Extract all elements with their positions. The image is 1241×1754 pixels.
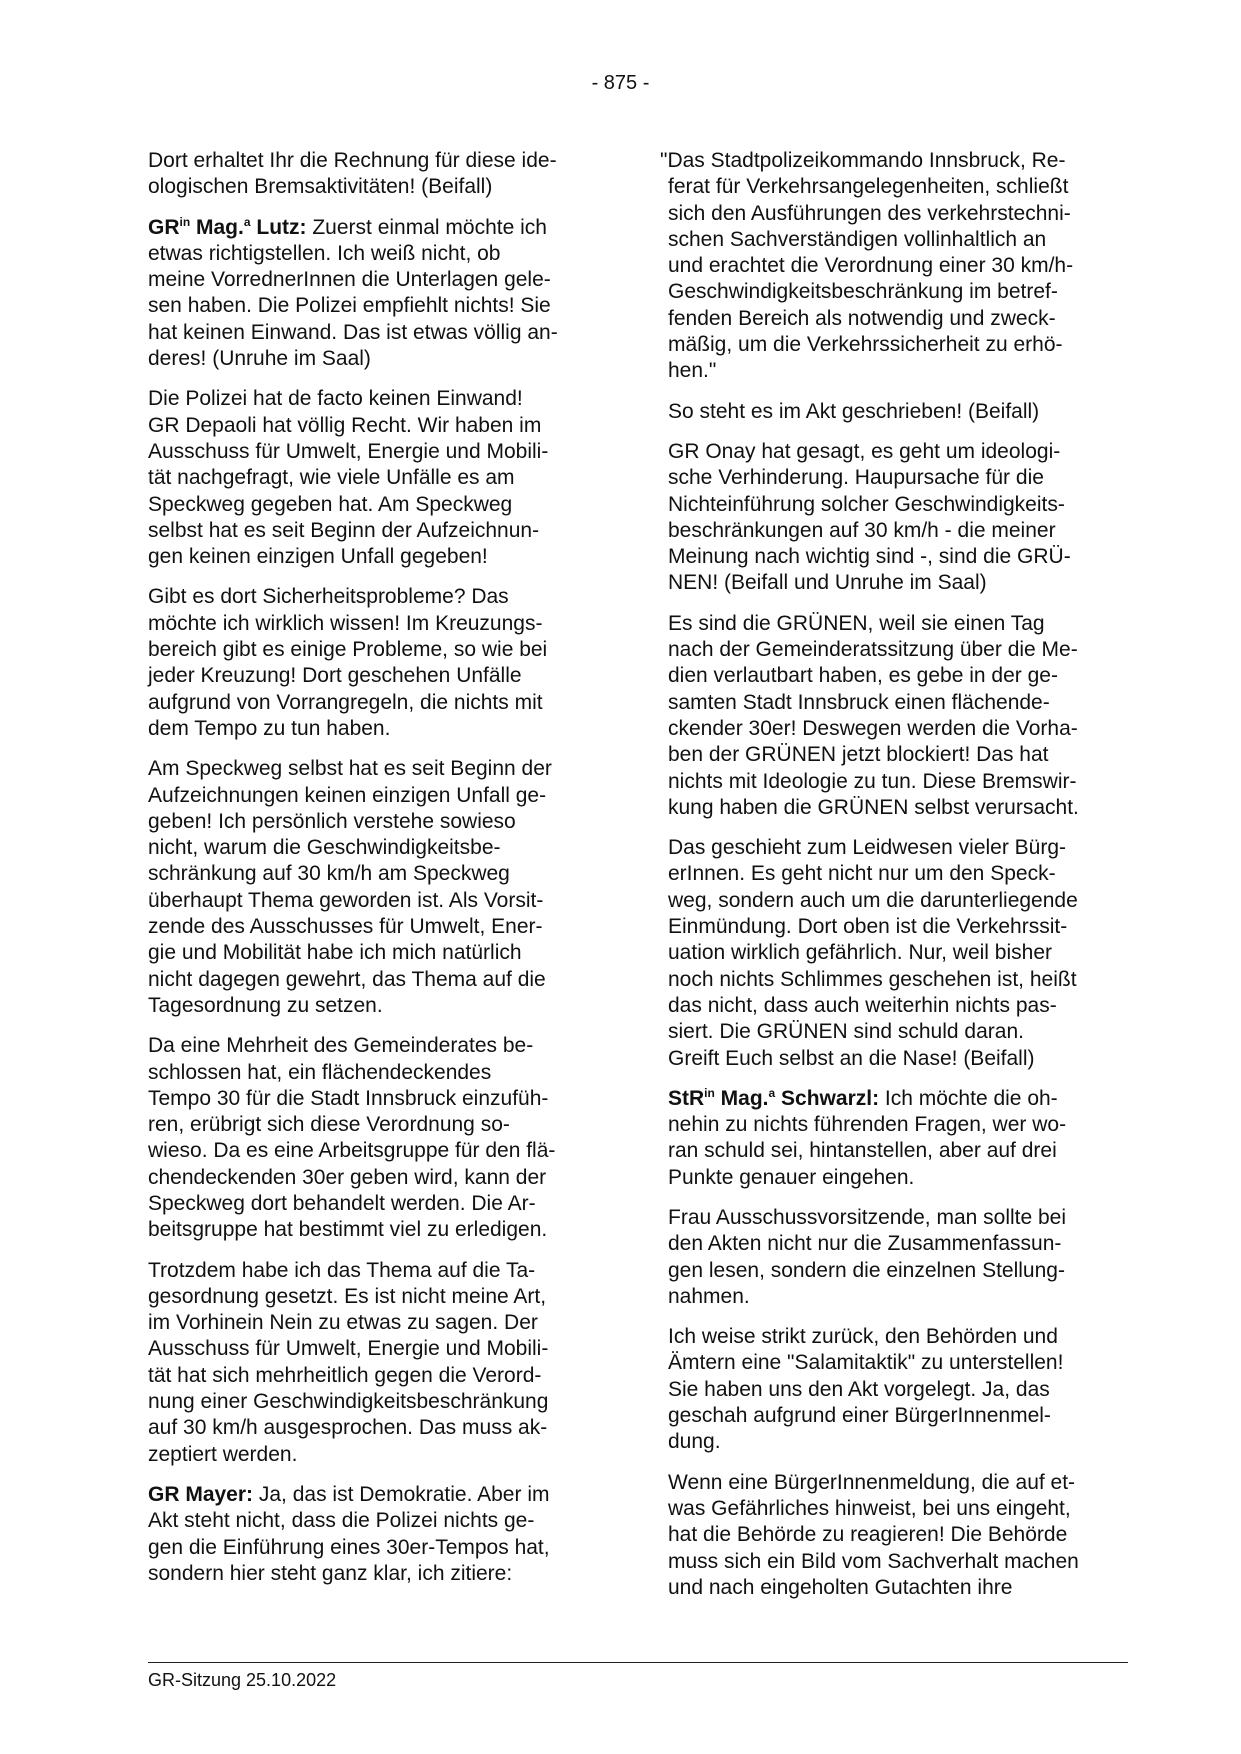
speaker-name: StR$^{in}$ Mag.$^a$ Schwarzl: (668, 1085, 880, 1110)
paragraph: Wenn eine BürgerInnenmeldung, die auf et- was Gefährliches hinweist, bei uns eingeht, hat die Behörde zu reagieren! Die Behörde muss sich ein Bild vom Sachverhalt machen und nach eingeholten Gutachten ihre (668, 1470, 1079, 1599)
speech-text: Zuerst einmal möchte ich etwas richtigstellen. Ich weiß nicht, ob meine VorrednerInnen die Unterlagen gele- sen haben. Die Polizei empfiehlt nichts! Sie hat keinen Einwand. Das ist etwas völlig an- deres! (Unruhe im Saal) (148, 215, 558, 371)
speaker-name: $GR^{in}$ Mag.$^a$ Lutz: (148, 214, 307, 239)
paragraph: Ich weise strikt zurück, den Behörden und Ämtern eine "Salamitaktik" zu unterstellen! Sie haben uns den Akt vorgelegt. Ja, das geschah aufgrund einer BürgerInnenmel- dung. (668, 1325, 1064, 1454)
paragraph: Es sind die GRÜNEN, weil sie einen Tag nach der Gemeinderatssitzung über die Me- dien verlautbart haben, es gebe in der ge- samten Stadt Innsbruck einen flächende- ckender 30er! Deswegen werden die Vorha- ben der GRÜNEN jetzt blockiert! Das hat nichts mit Ideologie zu tun. Diese Bremswir- kung haben die GRÜNEN selbst verursacht. (668, 611, 1079, 819)
paragraph: Dort erhaltet Ihr die Rechnung für diese ide- ologischen Bremsaktivitäten! (Beifall) (148, 149, 557, 199)
footer-text: GR-Sitzung 25.10.2022 (148, 1670, 337, 1690)
paragraph: Da eine Mehrheit des Gemeinderates be- schlossen hat, ein flächendeckendes Tempo 30 für die Stadt Innsbruck einzufüh- ren, erübrigt sich diese Verordnung so- wieso. Da es eine Arbeitsgruppe für den flä- chendeckenden 30er geben wird, kann der Speckweg dort behandelt werden. Die Ar- beitsgruppe hat bestimmt viel zu erledigen. (148, 1034, 556, 1242)
paragraph: Die Polizei hat de facto keinen Einwand! GR Depaoli hat völlig Recht. Wir haben im Ausschuss für Umwelt, Energie und Mobili- tät nachgefragt, wie viele Unfälle es am Speckweg gegeben hat. Am Speckweg selbst hat es seit Beginn der Aufzeichnun- gen keinen einzigen Unfall gegeben! (148, 387, 549, 569)
speech-text: Ja, das ist Demokratie. Aber im Akt steht nicht, dass die Polizei nichts ge- gen die Einführung eines 30er-Tempos hat, sondern hier steht ganz klar, ich zitiere: (148, 1482, 550, 1585)
paragraph: Trotzdem habe ich das Thema auf die Ta- gesordnung gesetzt. Es ist nicht meine Art, im Vorhinein Nein zu etwas zu sagen. Der Ausschuss für Umwelt, Energie und Mobili- tät hat sich mehrheitlich gegen die Verord- nung einer Geschwindigkeitsbeschränkung auf 30 km/h ausgesprochen. Das muss ak- zeptiert werden. (148, 1258, 549, 1466)
right-column (660, 148, 1116, 1615)
footer-divider (148, 1662, 1128, 1663)
speech-mayer (148, 1482, 596, 1587)
paragraph: So steht es im Akt geschrieben! (Beifall) (668, 399, 1040, 423)
speaker-name: GR Mayer: (148, 1482, 254, 1506)
paragraph: Am Speckweg selbst hat es seit Beginn der Aufzeichnungen keinen einzigen Unfall ge- geben! Ich persönlich verstehe sowieso nicht, warum die Geschwindigkeitsbe- schränkung auf 30 km/h am Speckweg überhaupt Thema geworden ist. Als Vorsit- zende des Ausschusses für Umwelt, Ener- gie und Mobilität habe ich mich natürlich nicht dagegen gewehrt, das Thema auf die Tagesordnung zu setzen. (148, 757, 552, 1017)
left-column (148, 148, 596, 1601)
page-number: - 875 - (591, 72, 650, 94)
paragraph: GR Onay hat gesagt, es geht um ideologi- sche Verhinderung. Haupursache für die Nichteinführung solcher Geschwindigkeits- beschränkungen auf 30 km/h - die meiner Meinung nach wichtig sind -, sind die GRÜ- NEN! (Beifall und Unruhe im Saal) (668, 439, 1071, 595)
quotation: "Das Stadtpolizeikommando Innsbruck, Re- ferat für Verkehrsangelegenheiten, schließt sich den Ausführungen des verkehrstechni- schen Sachverständigen vollinhaltlich an und erachtet die Verordnung einer 30 km/h- Geschwindigkeitsbeschränkung im betref- fenden Bereich als notwendig und zweck- mäßig, um die Verkehrssicherheit zu erhö- hen." (660, 149, 1074, 383)
speech-schwarzl (668, 1086, 1116, 1191)
paragraph: Das geschieht zum Leidwesen vieler Bürg- erInnen. Es geht nicht nur um den Speck- weg, sondern auch um die darunterliegende Einmündung. Dort oben ist die Verkehrssit- uation wirklich gefährlich. Nur, weil bisher noch nichts Schlimmes geschehen ist, heißt das nicht, dass auch weiterhin nichts pas- siert. Die GRÜNEN sind schuld daran. Greift Euch selbst an die Nase! (Beifall) (668, 836, 1078, 1070)
speech-text: Ich möchte die oh- nehin zu nichts führenden Fragen, wer wo- ran schuld sei, hintanstellen, aber auf drei Punkte genauer eingehen. (668, 1086, 1067, 1189)
speech-lutz (148, 215, 596, 373)
paragraph: Gibt es dort Sicherheitsprobleme? Das möchte ich wirklich wissen! Im Kreuzungs- bereich gibt es einige Probleme, so wie bei jeder Kreuzung! Dort geschehen Unfälle aufgrund von Vorrangregeln, die nichts mit dem Tempo zu tun haben. (148, 585, 548, 740)
paragraph: Frau Ausschussvorsitzende, man sollte bei den Akten nicht nur die Zusammenfassun- gen lesen, sondern die einzelnen Stellung- nahmen. (668, 1205, 1067, 1308)
